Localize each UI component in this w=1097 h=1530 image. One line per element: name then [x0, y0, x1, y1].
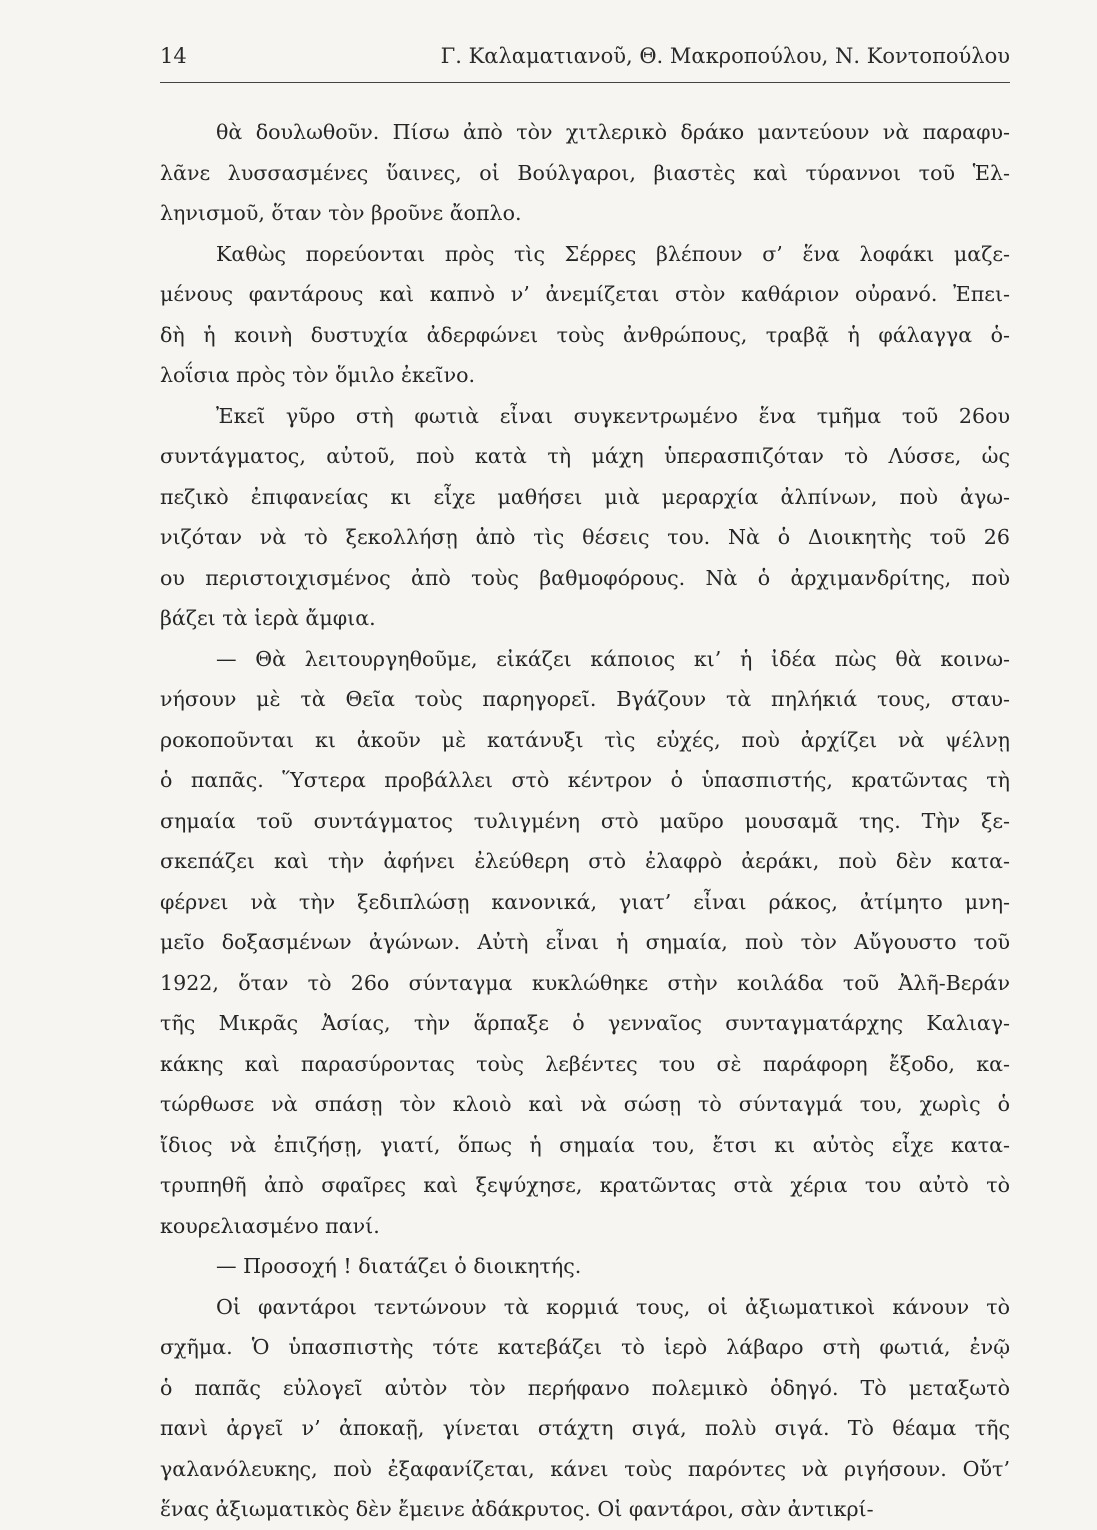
text-line: ου περιστοιχισμένος ἀπὸ τοὺς βαθμοφόρους. Νὰ ὁ ἀρχιμανδρίτης, ποὺ — [160, 565, 1010, 590]
text-line: 1922, ὅταν τὸ 26ο σύνταγμα κυκλώθηκε στὴν κοιλάδα τοῦ Ἀλῆ-Βεράν — [160, 970, 1010, 995]
text-line: δὴ ἡ κοινὴ δυστυχία ἀδερφώνει τοὺς ἀνθρώπους, τραβᾷ ἡ φάλαγγα ὁ- — [160, 322, 1010, 347]
text-line: τρυπηθῆ ἀπὸ σφαῖρες καὶ ξεψύχησε, κρατῶντας στὰ χέρια του αὐτὸ τὸ — [160, 1173, 1010, 1197]
paragraph — [160, 1246, 1010, 1287]
text-line: κάκης καὶ παρασύροντας τοὺς λεβέντες του σὲ παράφορη ἔξοδο, κα- — [160, 1051, 1010, 1076]
text-line: νιζόταν νὰ τὸ ξεκολλήσῃ ἀπὸ τὶς θέσεις του. Νὰ ὁ Διοικητὴς τοῦ 26 — [160, 525, 1010, 549]
text-line: Ἐκεῖ γῦρο στὴ φωτιὰ εἶναι συγκεντρωμένο ἕνα τμῆμα τοῦ 26ου — [216, 403, 1010, 428]
text-line: σημαία τοῦ συντάγματος τυλιγμένη στὸ μαῦρο μουσαμᾶ της. Τὴν ξε- — [160, 808, 1010, 833]
text-line: τῆς Μικρᾶς Ἀσίας, τὴν ἅρπαξε ὁ γενναῖος συνταγματάρχης Καλιαγ- — [160, 1011, 1010, 1035]
text-line: βάζει τὰ ἱερὰ ἄμφια. — [160, 606, 376, 630]
text-line: πανὶ ἀργεῖ ν’ ἀποκαῇ, γίνεται στάχτη σιγά, πολὺ σιγά. Τὸ θέαμα τῆς — [160, 1416, 1010, 1440]
text-line: κουρελιασμένο πανί. — [160, 1213, 380, 1238]
paragraph — [160, 639, 1010, 1247]
text-line: Καθὼς πορεύονται πρὸς τὶς Σέρρες βλέπουν σ’ ἕνα λοφάκι μαζε- — [216, 241, 1010, 266]
header-rule — [160, 82, 1010, 83]
text-line: γαλανόλευκης, ποὺ ἐξαφανίζεται, κάνει τοὺς παρόντες νὰ ριγήσουν. Οὔτ’ — [160, 1456, 1010, 1481]
text-line: θὰ δουλωθοῦν. Πίσω ἀπὸ τὸν χιτλερικὸ δράκο μαντεύουν νὰ παραφυ- — [216, 120, 1010, 144]
text-line: — Προσοχή ! διατάζει ὁ διοικητής. — [216, 1254, 582, 1278]
text-line: τώρθωσε νὰ σπάσῃ τὸν κλοιὸ καὶ νὰ σώσῃ τὸ σύνταγμά του, χωρὶς ὁ — [160, 1092, 1010, 1116]
text-line: πεζικὸ ἐπιφανείας κι εἶχε μαθήσει μιὰ μεραρχία ἀλπίνων, ποὺ ἀγω- — [160, 484, 1010, 509]
paragraph — [160, 396, 1010, 639]
text-line: σχῆμα. Ὁ ὑπασπιστὴς τότε κατεβάζει τὸ ἱερὸ λάβαρο στὴ φωτιά, ἐνῷ — [160, 1335, 1010, 1359]
body-text — [160, 112, 1010, 1530]
paragraph — [160, 1287, 1010, 1530]
paragraph — [160, 234, 1010, 396]
text-line: νήσουν μὲ τὰ Θεῖα τοὺς παρηγορεῖ. Βγάζουν τὰ πηλήκιά τους, σταυ- — [160, 687, 1010, 711]
text-line: συντάγματος, αὐτοῦ, ποὺ κατὰ τὴ μάχη ὑπερασπιζόταν τὸ Λύσσε, ὡς — [160, 444, 1010, 468]
text-line: ὁ παπᾶς εὐλογεῖ αὐτὸν τὸν περήφανο πολεμικὸ ὁδηγό. Τὸ μεταξωτὸ — [160, 1375, 1010, 1400]
text-line: μεῖο δοξασμένων ἀγώνων. Αὐτὴ εἶναι ἡ σημαία, ποὺ τὸν Αὔγουστο τοῦ — [160, 930, 1010, 954]
page-number: 14 — [160, 44, 187, 68]
running-header — [160, 44, 1010, 68]
text-line: ληνισμοῦ, ὅταν τὸν βροῦνε ἄοπλο. — [160, 201, 522, 225]
text-line: ἴδιος νὰ ἐπιζήσῃ, γιατί, ὅπως ἡ σημαία του, ἔτσι κι αὐτὸς εἶχε κατα- — [160, 1132, 1010, 1157]
text-line: ἕνας ἀξιωματικὸς δὲν ἔμεινε ἀδάκρυτος. Οἱ φαντάροι, σὰν ἀντικρί- — [160, 1497, 874, 1521]
text-line: Οἱ φαντάροι τεντώνουν τὰ κορμιά τους, οἱ ἀξιωματικοὶ κάνουν τὸ — [216, 1294, 1010, 1319]
text-line: λᾶνε λυσσασμένες ὕαινες, οἱ Βούλγαροι, βιαστὲς καὶ τύραννοι τοῦ Ἑλ- — [160, 160, 1010, 185]
paragraph — [160, 112, 1010, 234]
text-line: λοΐσια πρὸς τὸν ὅμιλο ἐκεῖνο. — [160, 363, 476, 387]
running-title: Γ. Καλαματιανοῦ, Θ. Μακροπούλου, Ν. Κοντοπούλου — [440, 44, 1010, 68]
text-line: σκεπάζει καὶ τὴν ἀφήνει ἐλεύθερη στὸ ἐλαφρὸ ἀεράκι, ποὺ δὲν κατα- — [160, 849, 1010, 873]
text-line: ὁ παπᾶς. Ὕστερα προβάλλει στὸ κέντρον ὁ ὑπασπιστής, κρατῶντας τὴ — [160, 768, 1010, 792]
text-line: φέρνει νὰ τὴν ξεδιπλώσῃ κανονικά, γιατ’ εἶναι ράκος, ἀτίμητο μνη- — [160, 889, 1010, 914]
text-line: ροκοποῦνται κι ἀκοῦν μὲ κατάνυξι τὶς εὐχές, ποὺ ἀρχίζει νὰ ψέλνῃ — [160, 727, 1010, 752]
text-line: — Θὰ λειτουργηθοῦμε, εἰκάζει κάποιος κι’ ἡ ἰδέα πὼς θὰ κοινω- — [216, 646, 1010, 671]
text-line: μένους φαντάρους καὶ καπνὸ ν’ ἀνεμίζεται στὸν καθάριον οὐρανό. Ἐπει- — [160, 282, 1010, 306]
